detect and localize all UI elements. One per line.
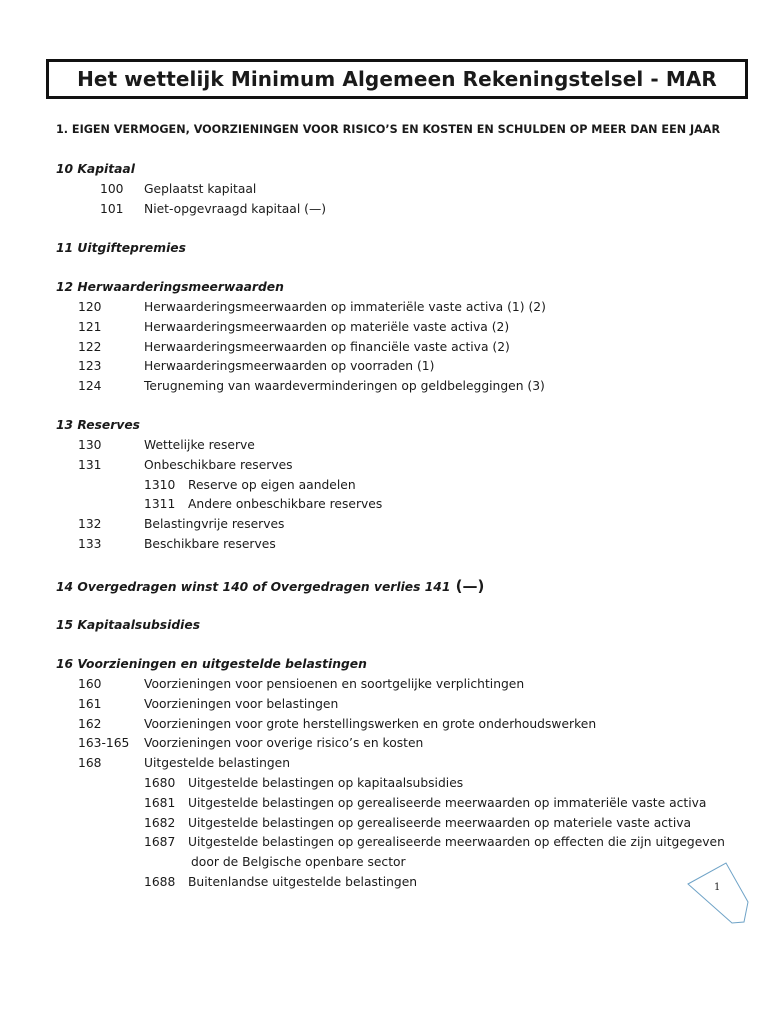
account-code: 124 xyxy=(78,379,102,394)
account-label: Geplaatst kapitaal xyxy=(144,182,257,196)
group-heading xyxy=(56,280,284,294)
account-code: 100 xyxy=(100,182,124,196)
account-code: 120 xyxy=(78,300,102,314)
account-code: 1681 xyxy=(144,795,176,810)
account-code: 131 xyxy=(78,457,102,472)
account-label: Uitgestelde belastingen op gerealiseerde meerwaarden op effecten die zijn uitgegeven xyxy=(188,835,725,850)
account-label: Belastingvrije reserves xyxy=(144,517,285,532)
account-label: Uitgestelde belastingen xyxy=(144,756,291,771)
group-heading-suffix: (—) xyxy=(450,577,485,595)
account-label: Voorzieningen voor grote herstellingswerken en grote onderhoudswerken xyxy=(144,716,597,731)
group-heading xyxy=(56,162,135,176)
account-label: Andere onbeschikbare reserves xyxy=(188,497,383,512)
account-code: 1680 xyxy=(144,776,176,790)
account-code: 161 xyxy=(78,696,102,711)
account-label: Reserve op eigen aandelen xyxy=(188,477,356,492)
account-code: 168 xyxy=(78,756,102,771)
account-code: 121 xyxy=(78,319,102,334)
account-code: 1310 xyxy=(144,477,176,492)
group-heading-text: 13 Reserves xyxy=(56,418,140,432)
account-code: 160 xyxy=(78,677,102,691)
account-label: Uitgestelde belastingen op gerealiseerde meerwaarden op immateriële vaste activa xyxy=(188,795,707,810)
page-number: 1 xyxy=(714,882,721,893)
account-label: Herwaarderingsmeerwaarden op materiële vaste activa (2) xyxy=(144,319,510,334)
group-heading-text: 11 Uitgiftepremies xyxy=(56,241,186,255)
group-heading-text: 14 Overgedragen winst 140 of Overgedragen verlies 141 xyxy=(56,580,451,594)
account-label: door de Belgische openbare sector xyxy=(191,855,406,870)
account-code: 1311 xyxy=(144,497,176,512)
account-label: Niet-opgevraagd kapitaal (—) xyxy=(144,201,327,216)
account-code: 1687 xyxy=(144,835,176,850)
account-code: 130 xyxy=(78,438,102,452)
account-label: Voorzieningen voor pensioenen en soortgelijke verplichtingen xyxy=(144,677,525,691)
account-label: Herwaarderingsmeerwaarden op immateriële vaste activa (1) (2) xyxy=(144,300,546,314)
account-code: 162 xyxy=(78,716,102,731)
account-code: 163-165 xyxy=(78,736,130,751)
group-heading xyxy=(56,241,186,255)
group-heading-text: 10 Kapitaal xyxy=(56,162,135,176)
section-heading: 1. EIGEN VERMOGEN, VOORZIENINGEN VOOR RISICO’S EN KOSTEN EN SCHULDEN OP MEER DAN EEN JAAR xyxy=(56,123,721,136)
account-label: Buitenlandse uitgestelde belastingen xyxy=(188,875,418,889)
account-label: Onbeschikbare reserves xyxy=(144,457,293,472)
account-label: Wettelijke reserve xyxy=(144,438,255,452)
account-code: 1682 xyxy=(144,815,176,830)
account-code: 132 xyxy=(78,517,102,532)
group-heading xyxy=(56,418,140,432)
page-title: Het wettelijk Minimum Algemeen Rekeningstelsel - MAR xyxy=(77,67,717,91)
group-heading xyxy=(56,657,367,671)
account-code: 101 xyxy=(100,201,124,216)
account-label: Herwaarderingsmeerwaarden op financiële vaste activa (2) xyxy=(144,339,510,354)
account-label: Herwaarderingsmeerwaarden op voorraden (1) xyxy=(144,359,435,374)
account-code: 133 xyxy=(78,537,102,551)
account-code: 1688 xyxy=(144,875,176,889)
account-label: Voorzieningen voor overige risico’s en kosten xyxy=(144,736,424,751)
account-code: 122 xyxy=(78,339,102,354)
group-heading-text: 12 Herwaarderingsmeerwaarden xyxy=(56,280,284,294)
account-label: Terugneming van waardeverminderingen op geldbeleggingen (3) xyxy=(144,379,545,394)
group-heading xyxy=(56,618,200,632)
group-heading xyxy=(56,577,484,595)
page-marker-shape xyxy=(686,862,750,924)
account-label: Uitgestelde belastingen op gerealiseerde meerwaarden op materiele vaste activa xyxy=(188,815,692,830)
account-label: Uitgestelde belastingen op kapitaalsubsidies xyxy=(188,776,464,790)
group-heading-text: 15 Kapitaalsubsidies xyxy=(56,618,201,632)
group-heading-text: 16 Voorzieningen en uitgestelde belastingen xyxy=(56,657,367,671)
account-label: Voorzieningen voor belastingen xyxy=(144,696,339,711)
account-code: 123 xyxy=(78,359,102,374)
account-label: Beschikbare reserves xyxy=(144,537,276,551)
